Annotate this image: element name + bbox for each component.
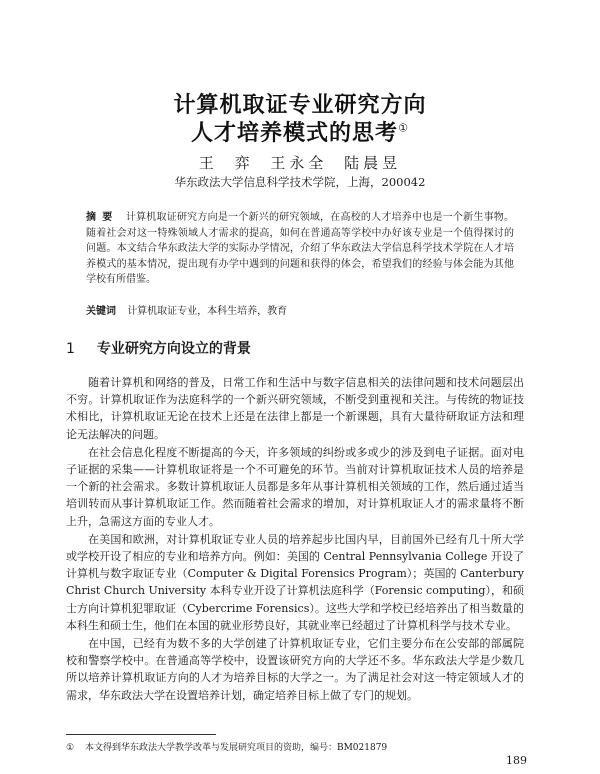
- paragraph: 在美国和欧洲，对计算机取证专业人员的培养起步比国内早，目前国外已经有几十所大学或学校开设了相应的专业和培养方向。例如：美国的 Central Pennsylvania College 开设了计算机与数字取证专业（Computer & Digital Forensics Program）；英国的 Canterbury Christ Church University 本科专业开设了计算机法庭科学（Forensic computing），和硕士方向计算机犯罪取证（Cybercrime Forensics）。这些大学和学校已经培养出了相当数量的本科生和硕士生，他们在本国的就业形势良好，其就业率已经超过了计算机科学与技术专业。: [66, 532, 524, 632]
- abstract: [86, 210, 514, 288]
- section-heading: [66, 338, 251, 358]
- body-text: [66, 374, 524, 705]
- paragraph: 在社会信息化程度不断提高的今天，许多领域的纠纷或多或少的涉及到电子证据。面对电子证据的采集——计算机取证将是一个不可避免的环节。当前对计算机取证技术人员的培养是一个新的社会需求。多数计算机取证人员都是多年从事计算机相关领域的工作，然后通过适当培训转而从事计算机取证工作。然而随着社会需求的增加，对计算机取证人才的需求量将不断上升，急需这方面的专业人才。: [66, 445, 524, 528]
- abstract-text: 计算机取证研究方向是一个新兴的研究领域，在高校的人才培养中也是一个新生事物。随着社会对这一特殊领域人才需求的提高，如何在普通高等学校中办好该专业是一个值得探讨的问题。本文结合华东政法大学的实际办学情况，介绍了华东政法大学信息科学技术学院在人才培养模式的基本情况，提出现有办学中遇到的问题和获得的体会，希望我们的经验与体会能为其他学校有所借鉴。: [86, 212, 515, 285]
- section-title: 专业研究方向设立的背景: [96, 341, 251, 357]
- keywords-label: 关键词: [86, 306, 116, 317]
- section-number: 1: [66, 341, 75, 357]
- paper-title-line1: [0, 88, 600, 119]
- footnote: [66, 740, 524, 753]
- affiliation: 华东政法大学信息科学技术学院，上海，200042: [174, 175, 426, 189]
- authors: 王 弈 王永全 陆晨昱: [198, 154, 402, 172]
- title-line2-text: 人才培养模式的思考: [191, 121, 399, 146]
- title-line1-text: 计算机取证专业研究方向: [173, 93, 427, 118]
- paragraph: 在中国，已经有为数不多的大学创建了计算机取证专业，它们主要分布在公安部的部属院校和警察学校中。在普通高等学校中，设置该研究方向的大学还不多。华东政法大学是少数几所以培养计算机取证方向的人才为培养目标的大学之一。为了满足社会对这一特定领域人才的需求，华东政法大学在设置培养计划，确定培养目标上做了专门的规划。: [66, 637, 524, 702]
- page-number: 189: [506, 754, 527, 767]
- footnote-mark: ①: [66, 743, 75, 753]
- title-footnote-mark: ①: [398, 121, 409, 135]
- keywords-text: 计算机取证专业，本科生培养，教育: [127, 306, 288, 317]
- paper-title-line2: [0, 116, 600, 147]
- keywords: [86, 302, 514, 317]
- footnote-text: 本文得到华东政法大学教学改革与发展研究项目的资助，编号：BM021879: [84, 743, 388, 753]
- footnote-divider: [66, 734, 216, 735]
- paragraph: 随着计算机和网络的普及，日常工作和生活中与数字信息相关的法律问题和技术问题层出不穷。计算机取证作为法庭科学的一个新兴研究领域，不断受到重视和关注。与传统的物证技术相比，计算机取证无论在技术上还是在法律上都是一个新课题，具有大量待研取证方法和理论无法解决的问题。: [66, 376, 524, 441]
- abstract-label: 摘要: [86, 212, 119, 223]
